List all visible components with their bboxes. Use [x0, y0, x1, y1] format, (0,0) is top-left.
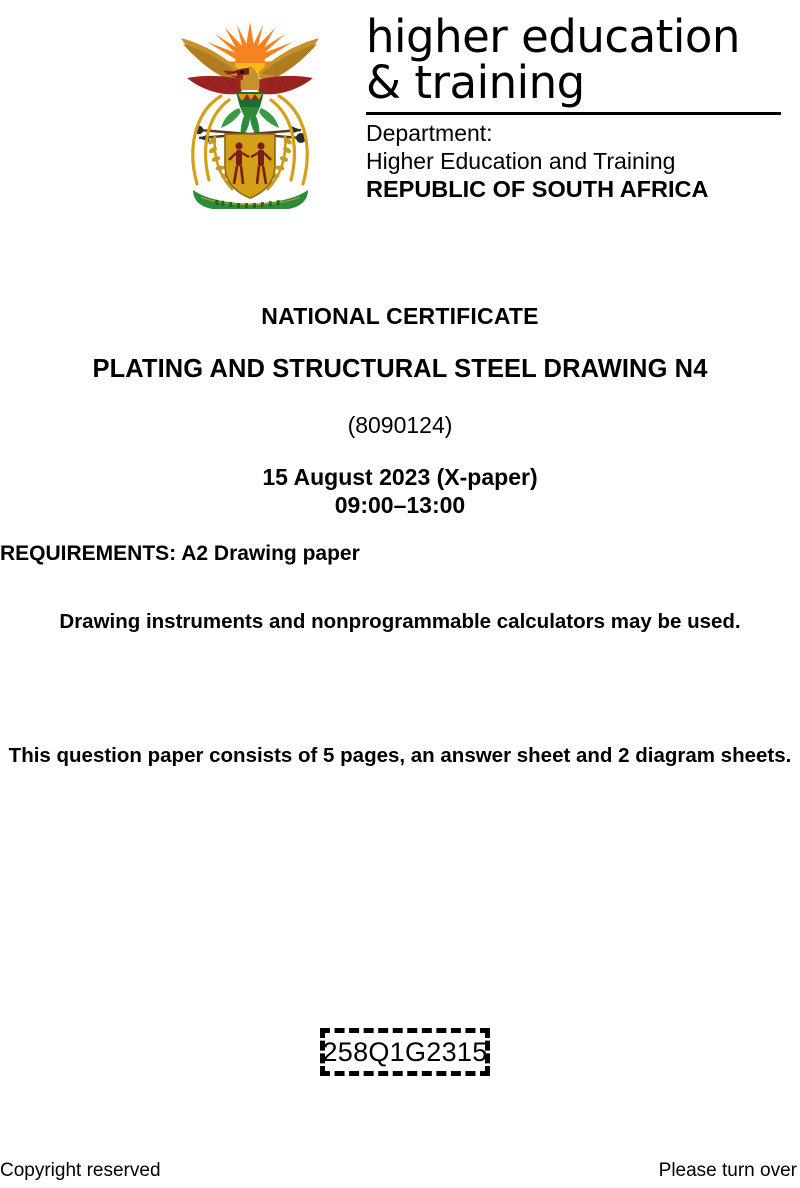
page-count-note: This question paper consists of 5 pages, an answer sheet and 2 diagram sheets. [8, 744, 792, 767]
instruments-note: Drawing instruments and nonprogrammable calculators may be used. [59, 610, 741, 633]
paper-code-text: 258Q1G2315 [322, 1036, 488, 1067]
wordmark-line-1: higher education [366, 10, 740, 63]
page-title: PLATING AND STRUCTURAL STEEL DRAWING N4 [92, 355, 708, 383]
wordmark-divider [366, 112, 781, 115]
exam-date: 15 August 2023 (X-paper) [262, 464, 538, 490]
department-wordmark [366, 12, 786, 207]
page-footer [0, 1160, 800, 1188]
department-label: Department: [366, 120, 493, 146]
wordmark-line-2: & training [366, 56, 585, 109]
footer-copyright: Copyright reserved [0, 1160, 161, 1181]
department-name: Higher Education and Training [366, 148, 676, 174]
country-name: REPUBLIC OF SOUTH AFRICA [366, 176, 709, 202]
south-african-coat-of-arms-emblem [163, 8, 338, 211]
coat-of-arms-svg [163, 8, 338, 211]
letterhead [0, 0, 800, 215]
exam-time: 09:00–13:00 [334, 492, 466, 518]
subject-code: (8090124) [347, 412, 453, 438]
footer-turn-over: Please turn over [658, 1160, 797, 1181]
certificate-type: NATIONAL CERTIFICATE [261, 303, 539, 329]
requirements-line: REQUIREMENTS: A2 Drawing paper [0, 542, 360, 565]
paper-code-box [320, 1028, 490, 1076]
